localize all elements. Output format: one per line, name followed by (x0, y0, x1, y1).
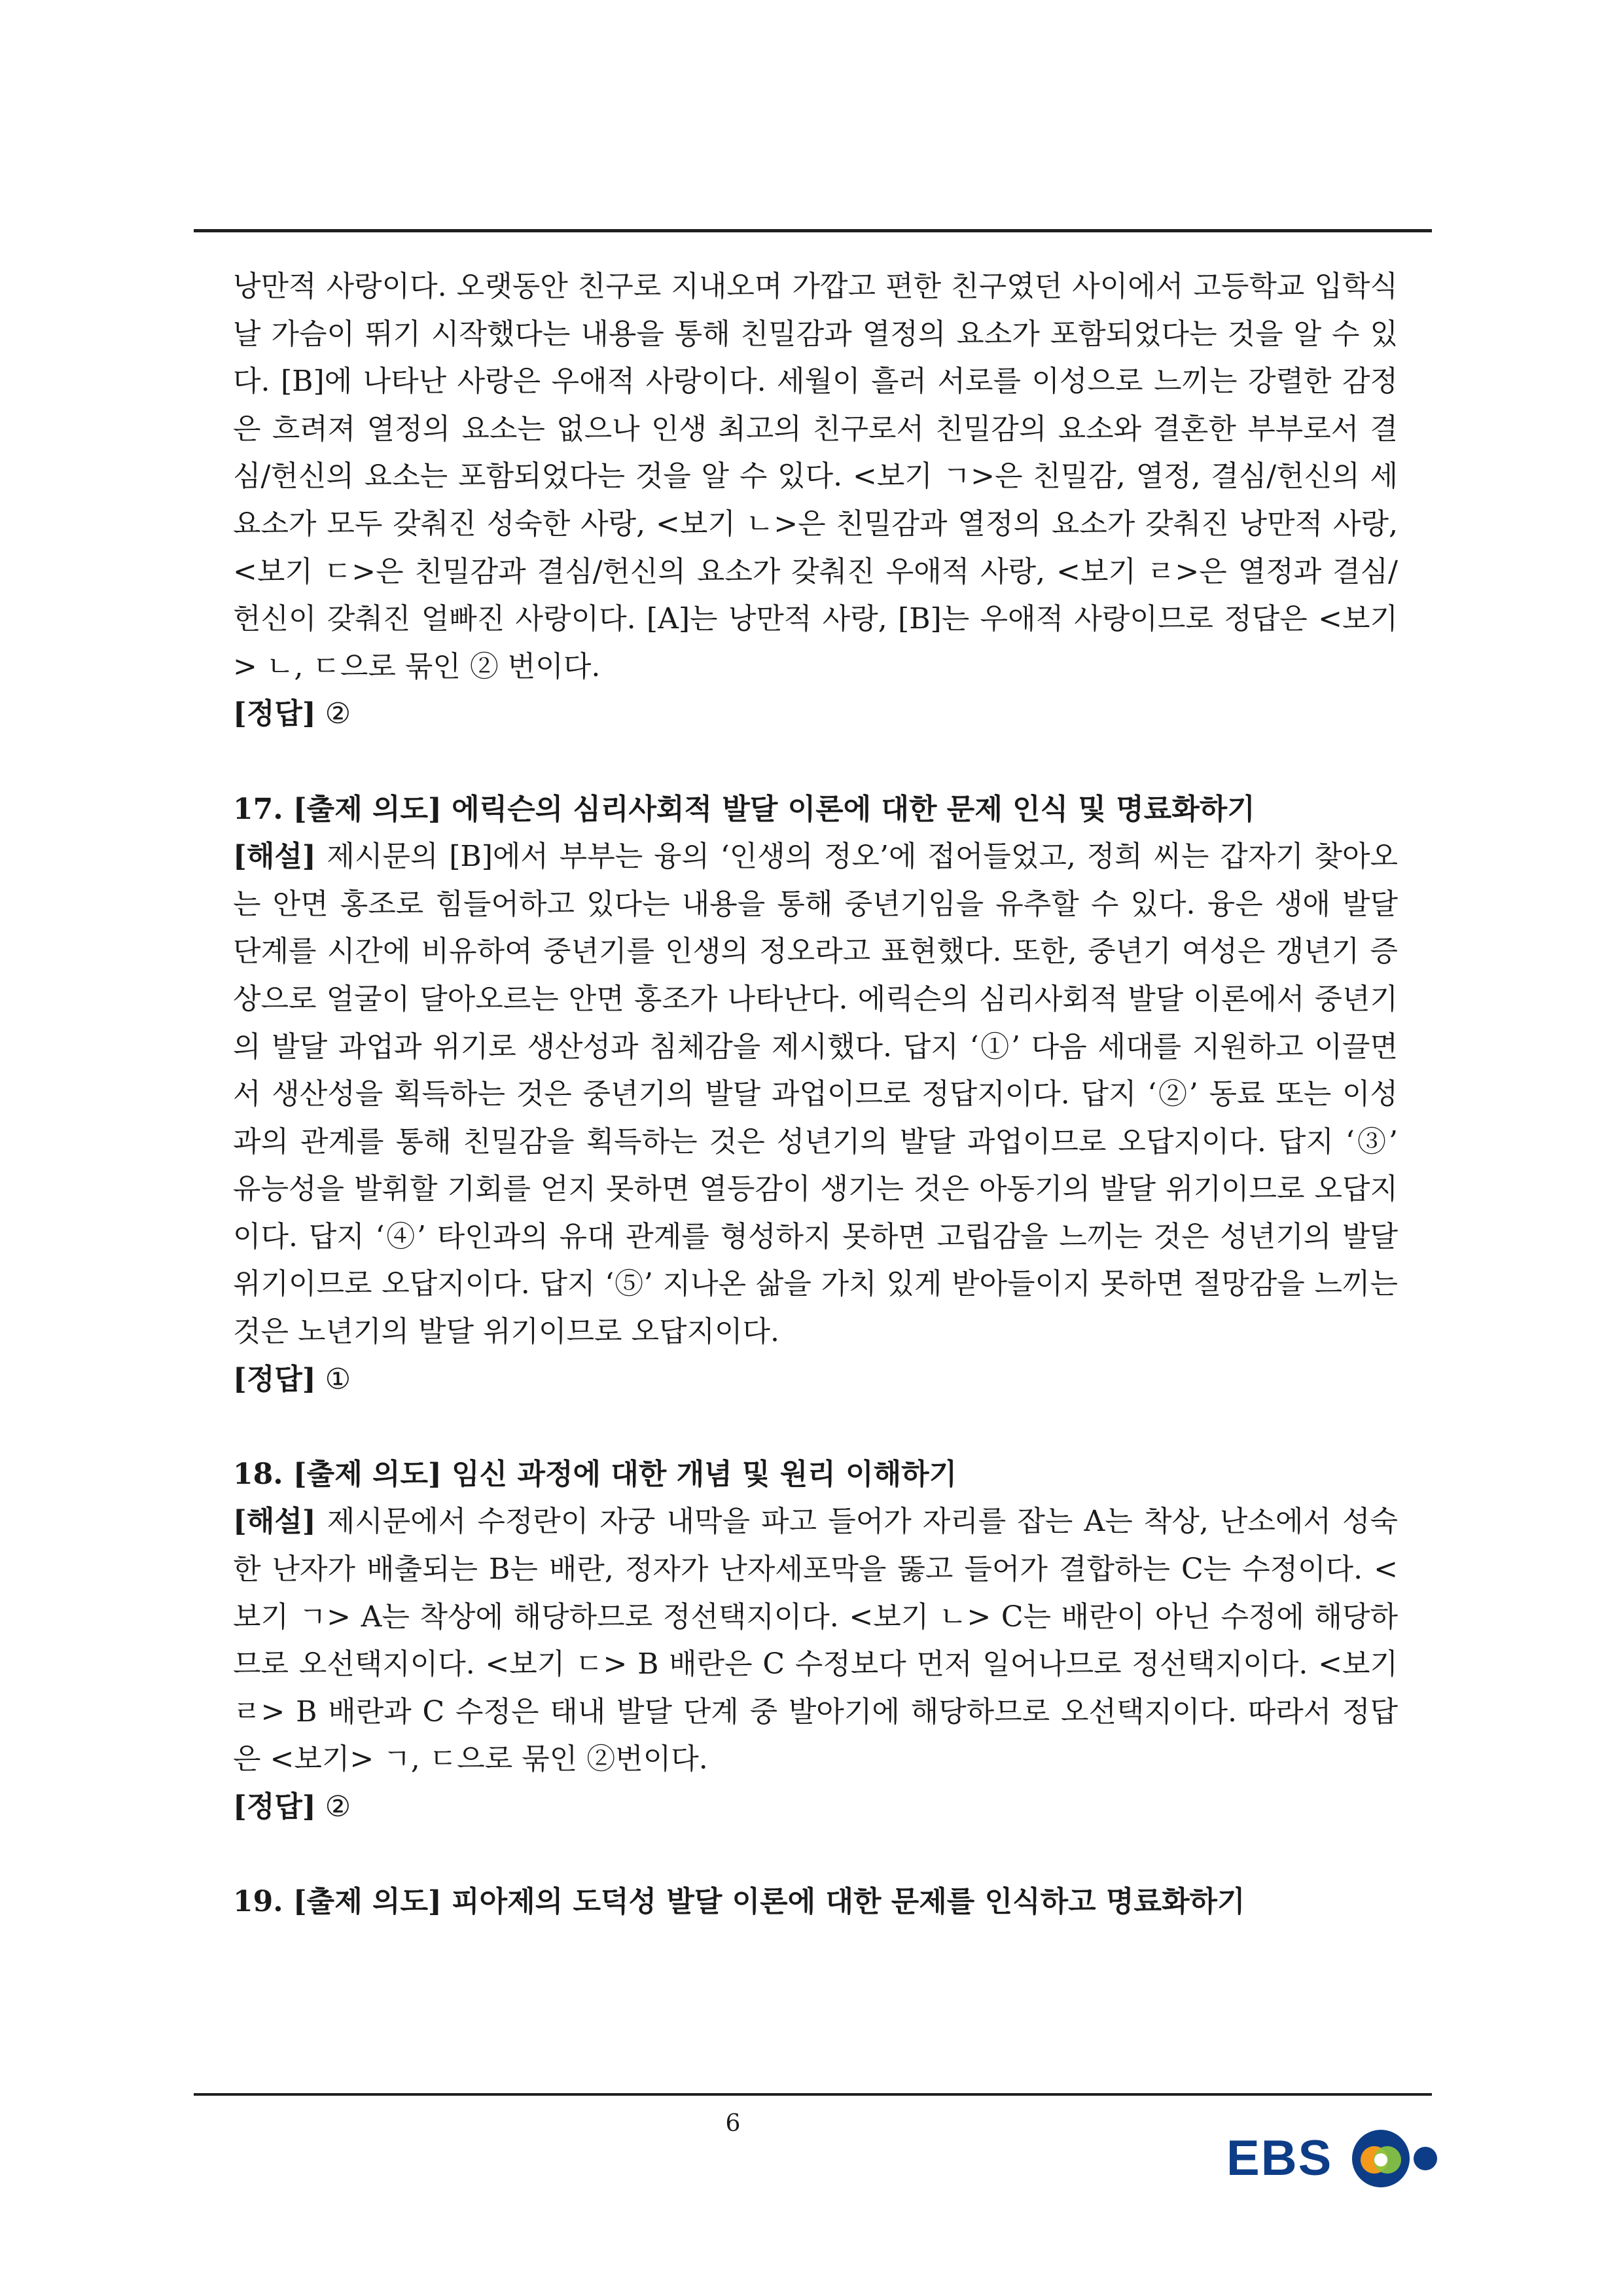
ebs-logo-text: EBS (1226, 2130, 1333, 2186)
explanation-paragraph-18 (233, 1498, 1398, 1784)
answer-label: [정답] (233, 1362, 316, 1396)
explanation-text: 제시문의 [B]에서 부부는 융의 ‘인생의 정오’에 접어들었고, 정희 씨는 갑자기 찾아오는 안면 홍조로 힘들어하고 있다는 내용을 통해 중년기임을 유추할 수 있다. 융은 생애 발달 단계를 시간에 비유하여 중년기를 인생의 정오라고 표현했다. 또한, 중년기 여성은 갱년기 증상으로 얼굴이 달아오르는 안면 홍조가 나타난다. 에릭슨의 심리사회적 발달 이론에서 중년기의 발달 과업과 위기로 생산성과 침체감을 제시했다. 답지 ‘①’ 다음 세대를 지원하고 이끌면서 생산성을 획득하는 것은 중년기의 발달 과업이므로 정답지이다. 답지 ‘②’ 동료 또는 이성과의 관계를 통해 친밀감을 획득하는 것은 성년기의 발달 과업이므로 오답지이다. 답지 ‘③’ 유능성을 발휘할 기회를 얻지 못하면 열등감이 생기는 것은 아동기의 발달 위기이므로 오답지이다. 답지 ‘④’ 타인과의 유대 관계를 형성하지 못하면 고립감을 느끼는 것은 성년기의 발달 위기이므로 오답지이다. 답지 ‘⑤’ 지나온 삶을 가치 있게 받아들이지 못하면 절망감을 느끼는 것은 노년기의 발달 위기이므로 오답지이다. (233, 840, 1398, 1349)
answer-label: [정답] (233, 697, 316, 731)
answer-value: ② (315, 697, 351, 731)
explanation-text: 제시문에서 수정란이 자궁 내막을 파고 들어가 자리를 잡는 A는 착상, 난소에서 성숙한 난자가 배출되는 B는 배란, 정자가 난자세포막을 뚫고 들어가 결합하는 C는 수정이다. <보기 ㄱ> A는 착상에 해당하므로 정선택지이다. <보기 ㄴ> C는 배란이 아닌 수정에 해당하므로 오선택지이다. <보기 ㄷ> B 배란은 C 수정보다 먼저 일어나므로 정선택지이다. <보기 ㄹ> B 배란과 C 수정은 태내 발달 단계 중 발아기에 해당하므로 오선택지이다. 따라서 정답은 <보기> ㄱ, ㄷ으로 묶인 ②번이다. (233, 1505, 1398, 1776)
explanation-label: [해설] (233, 1505, 316, 1539)
answer-explanation-paragraph: 낭만적 사랑이다. 오랫동안 친구로 지내오며 가깝고 편한 친구였던 사이에서 고등학교 입학식 날 가슴이 뛰기 시작했다는 내용을 통해 친밀감과 열정의 요소가 포함되었다는 것을 알 수 있다. [B]에 나타난 사랑은 우애적 사랑이다. 세월이 흘러 서로를 이성으로 느끼는 강렬한 감정은 흐려져 열정의 요소는 없으나 인생 최고의 친구로서 친밀감의 요소와 결혼한 부부로서 결심/헌신의 요소는 포함되었다는 것을 알 수 있다. <보기 ㄱ>은 친밀감, 열정, 결심/헌신의 세 요소가 모두 갖춰진 성숙한 사랑, <보기 ㄴ>은 친밀감과 열정의 요소가 갖춰진 낭만적 사랑, <보기 ㄷ>은 친밀감과 결심/헌신의 요소가 갖춰진 우애적 사랑, <보기 ㄹ>은 열정과 결심/헌신이 갖춰진 얼빠진 사랑이다. [A]는 낭만적 사랑, [B]는 우애적 사랑이므로 정답은 <보기> ㄴ, ㄷ으로 묶인 ② 번이다. (233, 270, 1398, 683)
spacer (233, 738, 1398, 786)
answer-line-18 (233, 1784, 1398, 1831)
answer-line-17 (233, 1356, 1398, 1404)
footer-rule (194, 2093, 1432, 2096)
explanation-label: [해설] (233, 840, 316, 874)
ebs-logo (1226, 2126, 1442, 2191)
explanation-paragraph-17 (233, 833, 1398, 1356)
question-heading-19: 19. [출제 의도] 피아제의 도덕성 발달 이론에 대한 문제를 인식하고 명료화하기 (233, 1885, 1245, 1919)
answer-line (233, 691, 1398, 738)
answer-label: [정답] (233, 1790, 316, 1823)
question-heading-18: 18. [출제 의도] 임신 과정에 대한 개념 및 원리 이해하기 (233, 1457, 957, 1491)
answer-value: ① (315, 1362, 351, 1396)
spacer (233, 1831, 1398, 1879)
answer-value: ② (315, 1790, 351, 1823)
ebs-logo-mark-icon (1349, 2126, 1442, 2191)
page-number: 6 (725, 2110, 741, 2137)
header-rule (194, 229, 1432, 232)
question-heading-17: 17. [출제 의도] 에릭슨의 심리사회적 발달 이론에 대한 문제 인식 및 명료화하기 (233, 792, 1255, 826)
spacer (233, 1403, 1398, 1451)
page-body (233, 263, 1398, 1926)
